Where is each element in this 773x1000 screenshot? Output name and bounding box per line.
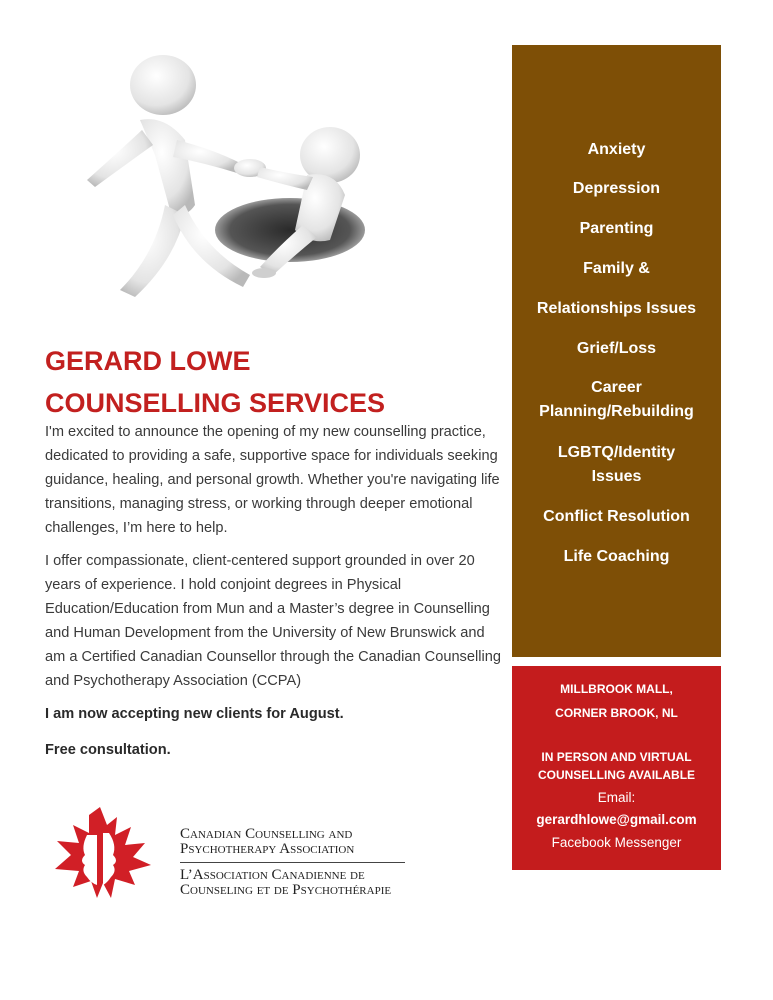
contact-panel: [512, 666, 721, 870]
topic-item: Grief/Loss: [576, 340, 657, 357]
helping-hand-illustration: [45, 45, 453, 310]
topic-item: Parenting: [579, 220, 654, 237]
hero-illustration: [45, 45, 453, 310]
topic-item: Planning/Rebuilding: [539, 403, 694, 420]
email-link[interactable]: gerardhlowe@gmail.com: [536, 812, 697, 827]
title-line-1: GERARD LOWE: [45, 346, 251, 376]
accepting-clients-note: I am now accepting new clients for August.: [45, 706, 344, 722]
logo-en-line-1: Canadian Counselling and: [180, 826, 353, 842]
ccpa-logo: [45, 805, 405, 900]
business-title: [45, 340, 485, 424]
topic-item: LGBTQ/Identity: [557, 444, 676, 461]
logo-en-line-2: Psychotherapy Association: [180, 841, 355, 857]
services-line-1: IN PERSON AND VIRTUAL: [541, 750, 692, 764]
location-line-1: MILLBROOK MALL,: [560, 682, 673, 696]
services-line-2: COUNSELLING AVAILABLE: [537, 768, 696, 782]
intro-paragraph: I'm excited to announce the opening of my new counselling practice, dedicated to providing a safe, supportive space for individuals seeking guidance, healing, and personal growth. Whether you're navigating life transitions, managing stress, or working through deeper emotional challenges, I’m here to help.: [45, 424, 500, 536]
topic-item: Career: [591, 379, 642, 396]
title-line-2: COUNSELLING SERVICES: [45, 388, 386, 418]
logo-divider: [180, 862, 405, 863]
logo-fr-line-1: L’Association Canadienne de: [180, 867, 365, 883]
email-label: Email:: [597, 790, 636, 805]
body-text: [45, 420, 505, 774]
topic-item: Family &: [583, 260, 650, 277]
experience-paragraph: I offer compassionate, client-centered support grounded in over 20 years of experience. I hold conjoint degrees in Physical Education/Education from Mun and a Master’s degree in Counselling and Human Development from the University of New Brunswick and am a Certified Canadian Counsellor through the Canadian Counselling and Psychotherapy Association (CCPA): [45, 553, 501, 689]
topic-item: Relationships Issues: [536, 300, 697, 317]
maple-leaf-faces-icon: [45, 805, 155, 900]
ccpa-logo-text: [180, 827, 405, 898]
topics-panel: [512, 45, 721, 657]
topic-item: Anxiety: [587, 141, 646, 158]
location-line-2: CORNER BROOK, NL: [555, 706, 678, 720]
topic-item: Depression: [572, 180, 661, 197]
topic-item: Conflict Resolution: [543, 508, 690, 525]
free-consultation-note: Free consultation.: [45, 742, 171, 758]
topic-item: Life Coaching: [563, 548, 670, 565]
logo-fr-line-2: Counseling et de Psychothérapie: [180, 882, 392, 898]
topic-item: Issues: [591, 468, 642, 485]
facebook-messenger-label: Facebook Messenger: [551, 835, 682, 850]
